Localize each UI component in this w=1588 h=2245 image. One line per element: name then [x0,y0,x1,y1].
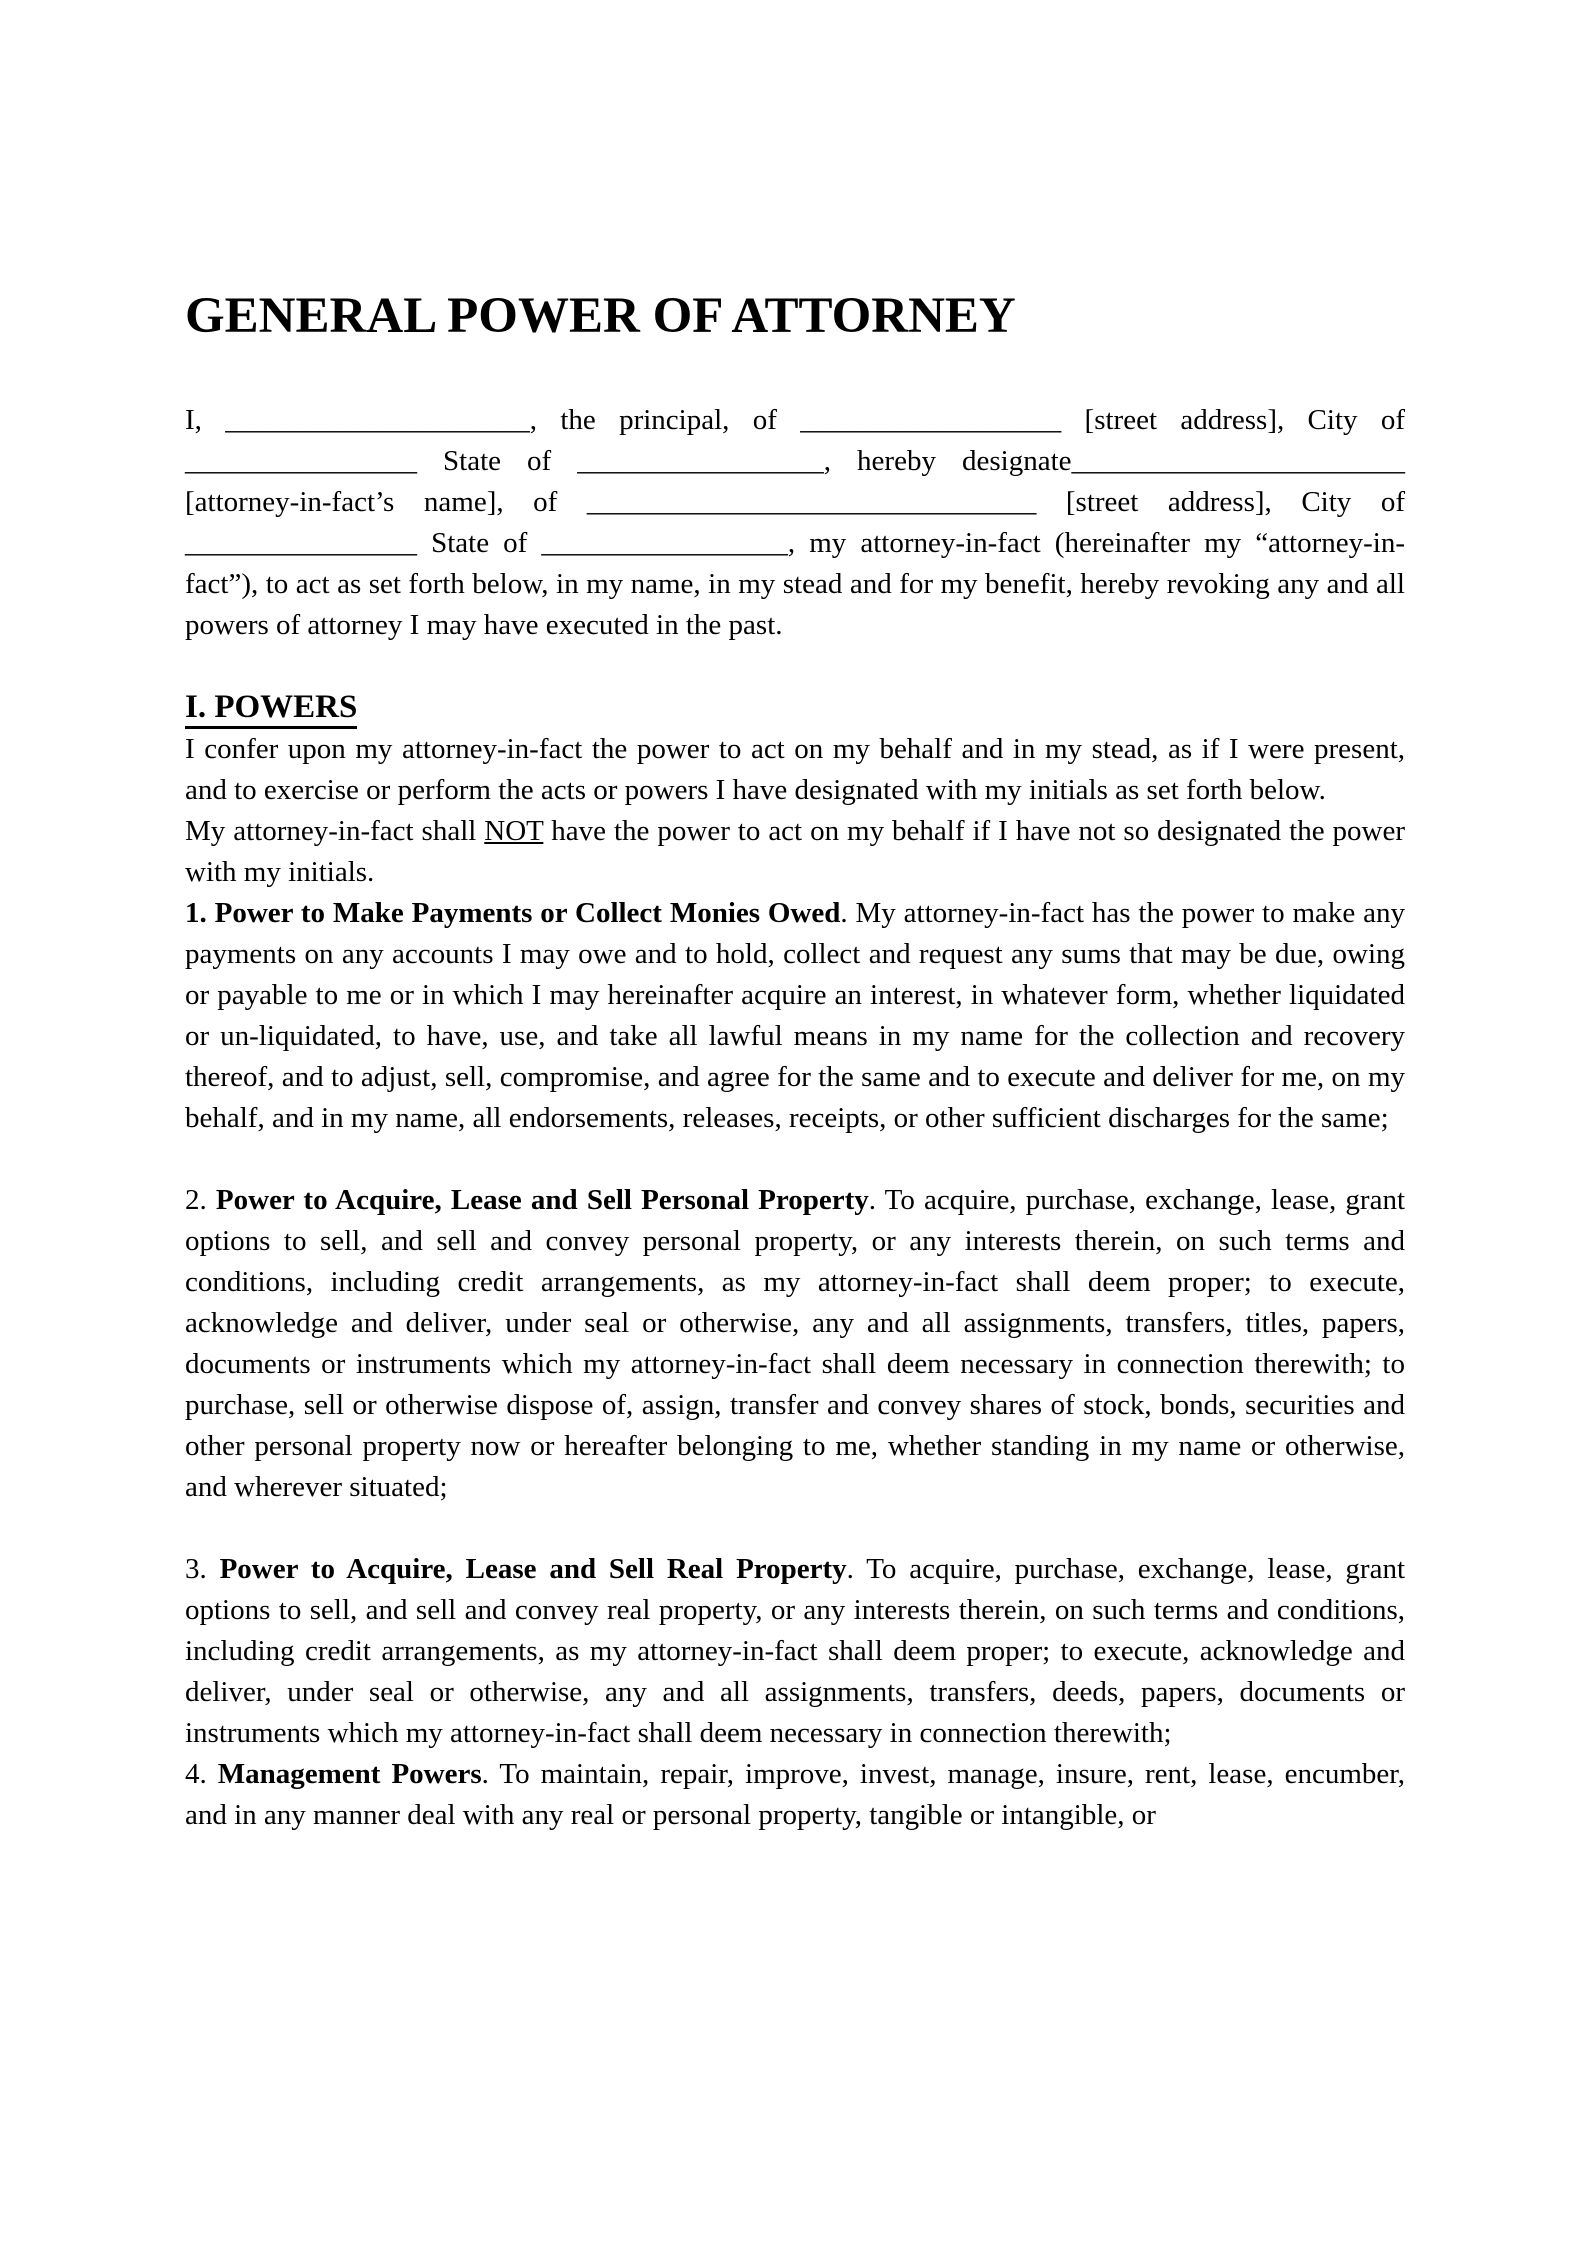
intro-paragraph: I, _____________________, the principal, of __________________ [street address], City of ________________ State of _________________, hereby designate_______________________ [attorney-in-fact’s name], of _______________________________ [street address], City of ________________ State of _________________, my attorney-in-fact (hereinafter my “attorney-in-fact”), to act as set forth below, in my name, in my stead and for my benefit, hereby revoking any and all powers of attorney I may have executed in the past. [185,404,1405,642]
power-item-4 [185,1754,1405,1836]
power-4-body: . To maintain, repair, improve, invest, manage, insure, rent, lease, encumber, and in any manner deal with any real or personal property, tangible or intangible, or [185,1758,1406,1832]
power-1-title: 1. Power to Make Payments or Collect Monies Owed [185,897,841,930]
power-item-2 [185,1180,1405,1508]
power-item-3 [185,1549,1405,1754]
notice-text-before: My attorney-in-fact shall [185,815,485,848]
power-2-body: . To acquire, purchase, exchange, lease, grant options to sell, and sell and convey personal property, or any interests therein, on such terms and conditions, including credit arrangements, as my attorney-in-fact shall deem proper; to execute, acknowledge and deliver, under seal or otherwise, any and all assignments, transfers, titles, papers, documents or instruments which my attorney-in-fact shall deem necessary in connection therewith; to purchase, sell or otherwise dispose of, assign, transfer and convey shares of stock, bonds, securities and other personal property now or hereafter belonging to me, whether standing in my name or otherwise, and wherever situated; [185,1184,1406,1504]
powers-notice-paragraph [185,811,1405,893]
notice-text-after: have the power to act on my behalf if I have not so designated the power with my initials. [185,815,1405,889]
power-3-number: 3. [185,1553,220,1586]
power-item-1 [185,893,1405,1139]
power-1-body: . My attorney-in-fact has the power to make any payments on any accounts I may owe and to hold, collect and request any sums that may be due, owing or payable to me or in which I may hereinafter acquire an interest, in whatever form, whether liquidated or un-liquidated, to have, use, and take all lawful means in my name for the collection and recovery thereof, and to adjust, sell, compromise, and agree for the same and to execute and deliver for me, on my behalf, and in my name, all endorsements, releases, receipts, or other sufficient discharges for the same; [185,897,1405,1135]
powers-section-heading [185,687,1405,729]
power-3-body: . To acquire, purchase, exchange, lease, grant options to sell, and sell and convey real property, or any interests therein, on such terms and conditions, including credit arrangements, as my attorney-in-fact shall deem proper; to execute, acknowledge and deliver, under seal or otherwise, any and all assignments, transfers, deeds, papers, documents or instruments which my attorney-in-fact shall deem necessary in connection therewith; [185,1553,1405,1750]
power-4-number: 4. [185,1758,218,1791]
power-4-title: Management Powers [217,1758,482,1791]
powers-section-heading-text: I. POWERS [185,688,357,729]
notice-emphasized-word: NOT [484,815,544,848]
document-title: GENERAL POWER OF ATTORNEY [185,288,1016,344]
power-2-number: 2. [185,1184,216,1217]
powers-confer-paragraph: I confer upon my attorney-in-fact the power to act on my behalf and in my stead, as if I were present, and to exercise or perform the acts or powers I have designated with my initials as set forth below. [185,733,1405,807]
power-3-title: Power to Acquire, Lease and Sell Real Property [219,1553,847,1586]
power-2-title: Power to Acquire, Lease and Sell Personal Property [215,1184,869,1217]
